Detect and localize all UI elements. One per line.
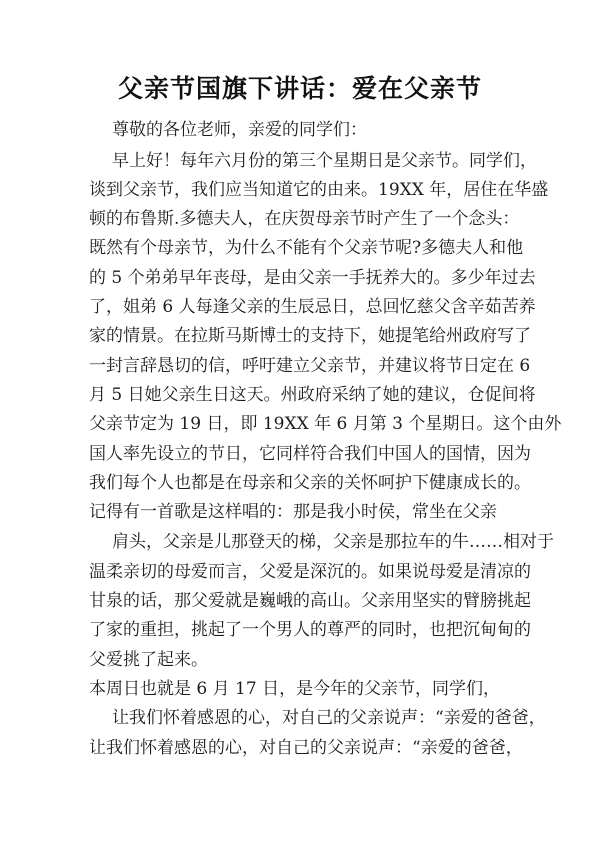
paragraph-line: 了家的重担，挑起了一个男人的尊严的同时，也把沉甸甸的 (89, 620, 531, 640)
paragraph-line: 国人率先设立的节日，它同样符合我们中国人的国情，因为 (89, 444, 531, 464)
paragraph-line: 记得有一首歌是这样唱的：那是我小时侯，常坐在父亲 (89, 502, 497, 522)
paragraph-line: 早上好！每年六月份的第三个星期日是父亲节。同学们， (112, 151, 537, 171)
paragraph-line: 一封言辞恳切的信，呼吁建立父亲节，并建议将节日定在 6 (89, 356, 531, 376)
paragraph-line: 父亲节定为 19 日，即 19XX 年 6 月第 3 个星期日。这个由外 (89, 414, 562, 434)
paragraph-line: 谈到父亲节，我们应当知道它的由来。19XX 年，居住在华盛 (89, 180, 549, 200)
paragraph-line: 顿的布鲁斯.多德夫人，在庆贺母亲节时产生了一个念头： (89, 209, 520, 229)
paragraph-line: 温柔亲切的母爱而言，父爱是深沉的。如果说母爱是清凉的 (89, 562, 531, 582)
paragraph-line: 家的情景。在拉斯马斯博士的支持下，她提笔给州政府写了 (89, 326, 531, 346)
paragraph-line: 本周日也就是 6 月 17 日，是今年的父亲节，同学们， (89, 679, 501, 699)
paragraph-line: 月 5 日她父亲生日这天。州政府采纳了她的建议，仓促间将 (89, 385, 536, 405)
paragraph-line: 尊敬的各位老师，亲爱的同学们： (112, 120, 367, 140)
paragraph-line: 甘泉的话，那父爱就是巍峨的高山。父亲用坚实的臂膀挑起 (89, 591, 531, 611)
paragraph-line: 让我们怀着感恩的心，对自己的父亲说声：“亲爱的爸爸， (89, 738, 523, 758)
paragraph-line: 我们每个人也都是在母亲和父亲的关怀呵护下健康成长的。 (89, 473, 531, 493)
paragraph-line: 父爱挑了起来。 (89, 650, 208, 670)
paragraph-line: 的 5 个弟弟早年丧母，是由父亲一手抚养大的。多少年过去 (89, 268, 536, 288)
paragraph-line: 既然有个母亲节，为什么不能有个父亲节呢?多德夫人和他 (89, 238, 524, 258)
document-title: 父亲节国旗下讲话：爱在父亲节 (117, 74, 482, 103)
paragraph-line: 肩头，父亲是儿那登天的梯，父亲是那拉车的牛……相对于 (112, 532, 554, 552)
paragraph-line: 了，姐弟 6 人每逢父亲的生辰忌日，总回忆慈父含辛茹苦养 (89, 297, 536, 317)
paragraph-line: 让我们怀着感恩的心，对自己的父亲说声：“亲爱的爸爸， (112, 708, 546, 728)
